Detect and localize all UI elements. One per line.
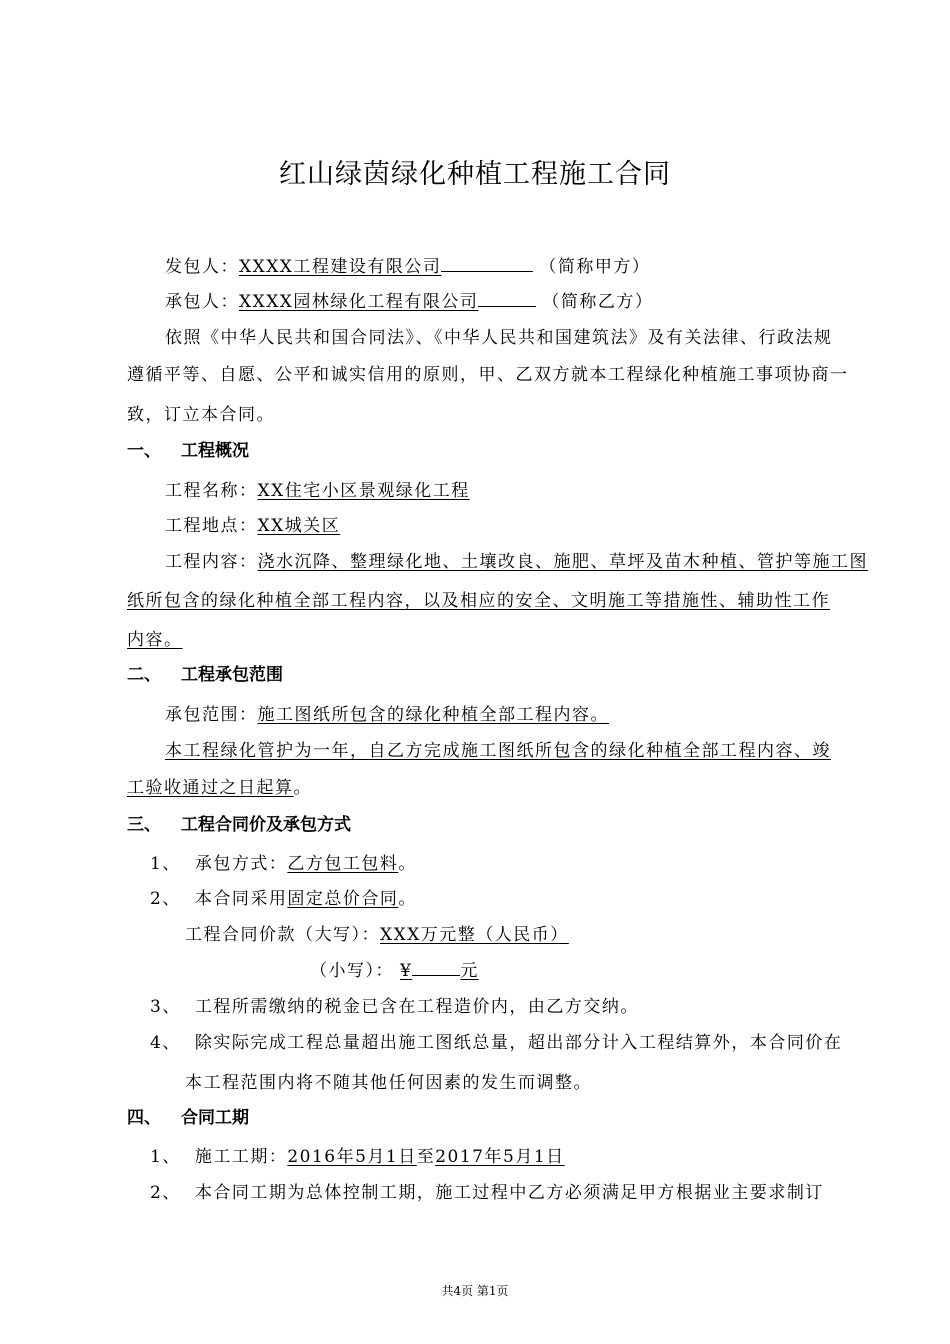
- employer-suffix: （简称甲方）: [539, 257, 651, 277]
- small-price-unit: 元: [460, 961, 479, 981]
- small-price-blank: [412, 974, 460, 976]
- section-4-title: 合同工期: [181, 1108, 249, 1128]
- section-3-number: 三、: [127, 815, 161, 835]
- item-1-label: 承包方式：: [194, 854, 288, 874]
- item-1-number: 1、: [150, 854, 181, 874]
- preamble-line-2: 遵循平等、自愿、公平和诚实信用的原则，甲、乙双方就本工程绿化种植施工事项协商一: [127, 365, 849, 385]
- contractor-suffix: （简称乙方）: [542, 292, 654, 312]
- project-content-text-3: 内容。: [127, 630, 183, 650]
- contractor-label: 承包人：: [165, 292, 239, 312]
- item-2-value: 固定总价合同: [287, 889, 399, 909]
- maintenance-line-2: [127, 773, 312, 798]
- project-content-text-1: 浇水沉降、整理绿化地、土壤改良、施肥、草坪及苗木种植、管护等施工图: [257, 552, 868, 572]
- scope-label: 承包范围：: [165, 705, 258, 725]
- contractor-line: [165, 287, 653, 312]
- project-name-value: XX住宅小区景观绿化工程: [257, 481, 470, 501]
- employer-line: [165, 252, 650, 277]
- maintenance-line-1: 本工程绿化管护为一年，自乙方完成施工图纸所包含的绿化种植全部工程内容、竣: [165, 741, 831, 761]
- contract-item-1: [150, 849, 417, 874]
- section-4-heading: [127, 1103, 249, 1128]
- item-2-number: 2、: [150, 889, 181, 909]
- preamble-line-1: 依照《中华人民共和国合同法》、《中华人民共和国建筑法》及有关法律、行政法规: [165, 328, 833, 348]
- employer-label: 发包人：: [165, 257, 239, 277]
- section-2-heading: [127, 660, 283, 685]
- maintenance-end: 。: [293, 778, 312, 798]
- project-content-label: 工程内容：: [165, 552, 258, 572]
- section-1-title: 工程概况: [181, 441, 249, 461]
- item-4-text-1: 除实际完成工程总量超出施工图纸总量，超出部分计入工程结算外，本合同价在: [194, 1033, 843, 1053]
- section-3-heading: [127, 810, 351, 835]
- schedule-1-number: 1、: [150, 1147, 181, 1167]
- schedule-end-date: 2017年5月1日: [435, 1147, 565, 1167]
- item-2-end: 。: [398, 889, 417, 909]
- scope-line: [165, 700, 609, 725]
- item-3-text: 工程所需缴纳的税金已含在工程造价内，由乙方交纳。: [194, 997, 639, 1017]
- employer-value: XXXX工程建设有限公司: [239, 257, 442, 277]
- project-content-text-2: 纸所包含的绿化种植全部工程内容，以及相应的安全、文明施工等措施性、辅助性工作: [127, 591, 830, 611]
- employer-blank: [441, 270, 533, 272]
- maintenance-text-2: 工验收通过之日起算: [127, 778, 294, 798]
- document-title: 红山绿茵绿化种植工程施工合同: [279, 159, 671, 190]
- schedule-2-number: 2、: [150, 1183, 181, 1203]
- small-price-label: （小写）：: [310, 961, 394, 981]
- contractor-blank: [478, 305, 536, 307]
- page-footer: 共4页 第1页: [441, 1284, 509, 1298]
- section-2-title: 工程承包范围: [181, 665, 283, 685]
- contract-item-4: [150, 1028, 842, 1053]
- item-3-number: 3、: [150, 997, 181, 1017]
- project-content-line-1: [165, 547, 868, 572]
- schedule-1-label: 施工工期：: [194, 1147, 288, 1167]
- contract-price-label: 工程合同价款（大写）：: [185, 925, 380, 945]
- preamble-line-3: 致，订立本合同。: [127, 405, 275, 425]
- project-name-label: 工程名称：: [165, 481, 258, 501]
- contract-price-line: [185, 920, 569, 945]
- section-4-number: 四、: [127, 1108, 161, 1128]
- item-4-text-2: 本工程范围内将不随其他任何因素的发生而调整。: [185, 1073, 592, 1093]
- project-location-value: XX城关区: [257, 516, 341, 536]
- project-location-label: 工程地点：: [165, 516, 258, 536]
- section-2-number: 二、: [127, 665, 161, 685]
- schedule-2-text: 本合同工期为总体控制工期，施工过程中乙方必须满足甲方根据业主要求制订: [194, 1183, 824, 1203]
- schedule-to: 至: [416, 1147, 436, 1167]
- schedule-item-2: [150, 1178, 824, 1203]
- item-1-end: 。: [398, 854, 417, 874]
- item-4-number: 4、: [150, 1033, 181, 1053]
- project-name-line: [165, 476, 470, 501]
- project-location-line: [165, 511, 340, 536]
- contractor-value: XXXX园林绿化工程有限公司: [239, 292, 479, 312]
- item-1-value: 乙方包工包料: [287, 854, 399, 874]
- contract-price-value: XXX万元整（人民币）: [380, 925, 569, 945]
- section-1-number: 一、: [127, 441, 161, 461]
- section-3-title: 工程合同价及承包方式: [181, 815, 351, 835]
- contract-item-3: [150, 992, 639, 1017]
- contract-item-2: [150, 884, 417, 909]
- schedule-item-1: [150, 1142, 565, 1167]
- small-price-symbol: ¥: [400, 961, 413, 981]
- schedule-start-date: 2016年5月1日: [287, 1147, 417, 1167]
- scope-value: 施工图纸所包含的绿化种植全部工程内容。: [257, 705, 609, 725]
- item-2-label: 本合同采用: [194, 889, 288, 909]
- section-1-heading: [127, 436, 249, 461]
- contract-price-small-line: [310, 956, 479, 981]
